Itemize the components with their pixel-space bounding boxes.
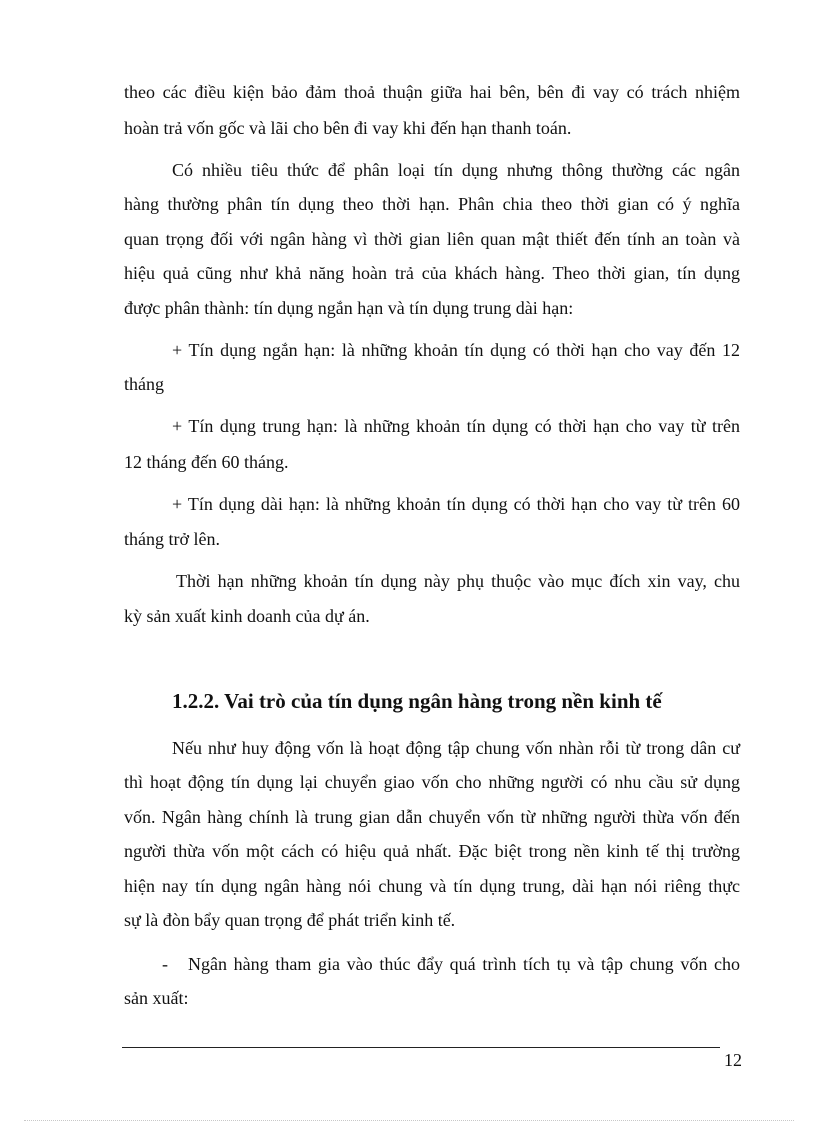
paragraph-5-line-2: tháng trở lên. [124, 529, 220, 549]
paragraph-7-line-4: người thừa vốn một cách có hiệu quả nhất. Đặc biệt trong nền kinh tế thị trường [124, 841, 740, 861]
section-heading: 1.2.2. Vai trò của tín dụng ngân hàng trong nền kinh tế [172, 689, 662, 713]
page-edge-divider [24, 1120, 794, 1121]
footer-rule [122, 1047, 720, 1048]
paragraph-4-line-1: + Tín dụng trung hạn: là những khoản tín dụng có thời hạn cho vay từ trên [172, 416, 740, 436]
paragraph-7-line-5: hiện nay tín dụng ngân hàng nói chung và tín dụng trung, dài hạn nói riêng thực [124, 876, 740, 896]
paragraph-2-line-1: Có nhiều tiêu thức để phân loại tín dụng nhưng thông thường các ngân [172, 160, 740, 180]
paragraph-5-line-1: + Tín dụng dài hạn: là những khoản tín dụng có thời hạn cho vay từ trên 60 [172, 494, 740, 514]
paragraph-8-line-2: sản xuất: [124, 988, 189, 1008]
paragraph-1-line-2: hoàn trả vốn gốc và lãi cho bên đi vay khi đến hạn thanh toán. [124, 118, 572, 138]
paragraph-6-line-2: kỳ sản xuất kinh doanh của dự án. [124, 606, 370, 626]
paragraph-3-line-1: + Tín dụng ngắn hạn: là những khoản tín dụng có thời hạn cho vay đến 12 [172, 340, 740, 360]
paragraph-7-line-2: thì hoạt động tín dụng lại chuyển giao vốn cho những người có nhu cầu sử dụng [124, 772, 740, 792]
page-number: 12 [724, 1050, 742, 1070]
paragraph-3-line-2: tháng [124, 374, 164, 394]
paragraph-2-line-3: quan trọng đối với ngân hàng vì thời gian liên quan mật thiết đến tính an toàn và [124, 229, 740, 249]
paragraph-4-line-2: 12 tháng đến 60 tháng. [124, 452, 289, 472]
paragraph-8-line-1: - Ngân hàng tham gia vào thúc đẩy quá trình tích tụ và tập chung vốn cho [162, 954, 740, 974]
paragraph-7-line-1: Nếu như huy động vốn là hoạt động tập chung vốn nhàn rỗi từ trong dân cư [172, 738, 740, 758]
paragraph-6-line-1: Thời hạn những khoản tín dụng này phụ thuộc vào mục đích xin vay, chu [176, 571, 740, 591]
paragraph-7-line-3: vốn. Ngân hàng chính là trung gian dẫn chuyển vốn từ những người thừa vốn đến [124, 807, 740, 827]
paragraph-2-line-4: hiệu quả cũng như khả năng hoàn trả của khách hàng. Theo thời gian, tín dụng [124, 263, 740, 283]
paragraph-7-line-6: sự là đòn bẩy quan trọng để phát triển kinh tế. [124, 910, 456, 930]
paragraph-2-line-5: được phân thành: tín dụng ngắn hạn và tín dụng trung dài hạn: [124, 298, 574, 318]
paragraph-2-line-2: hàng thường phân tín dụng theo thời hạn. Phân chia theo thời gian có ý nghĩa [124, 194, 740, 214]
paragraph-1-line-1: theo các điều kiện bảo đảm thoả thuận giữa hai bên, bên đi vay có trách nhiệm [124, 82, 740, 102]
